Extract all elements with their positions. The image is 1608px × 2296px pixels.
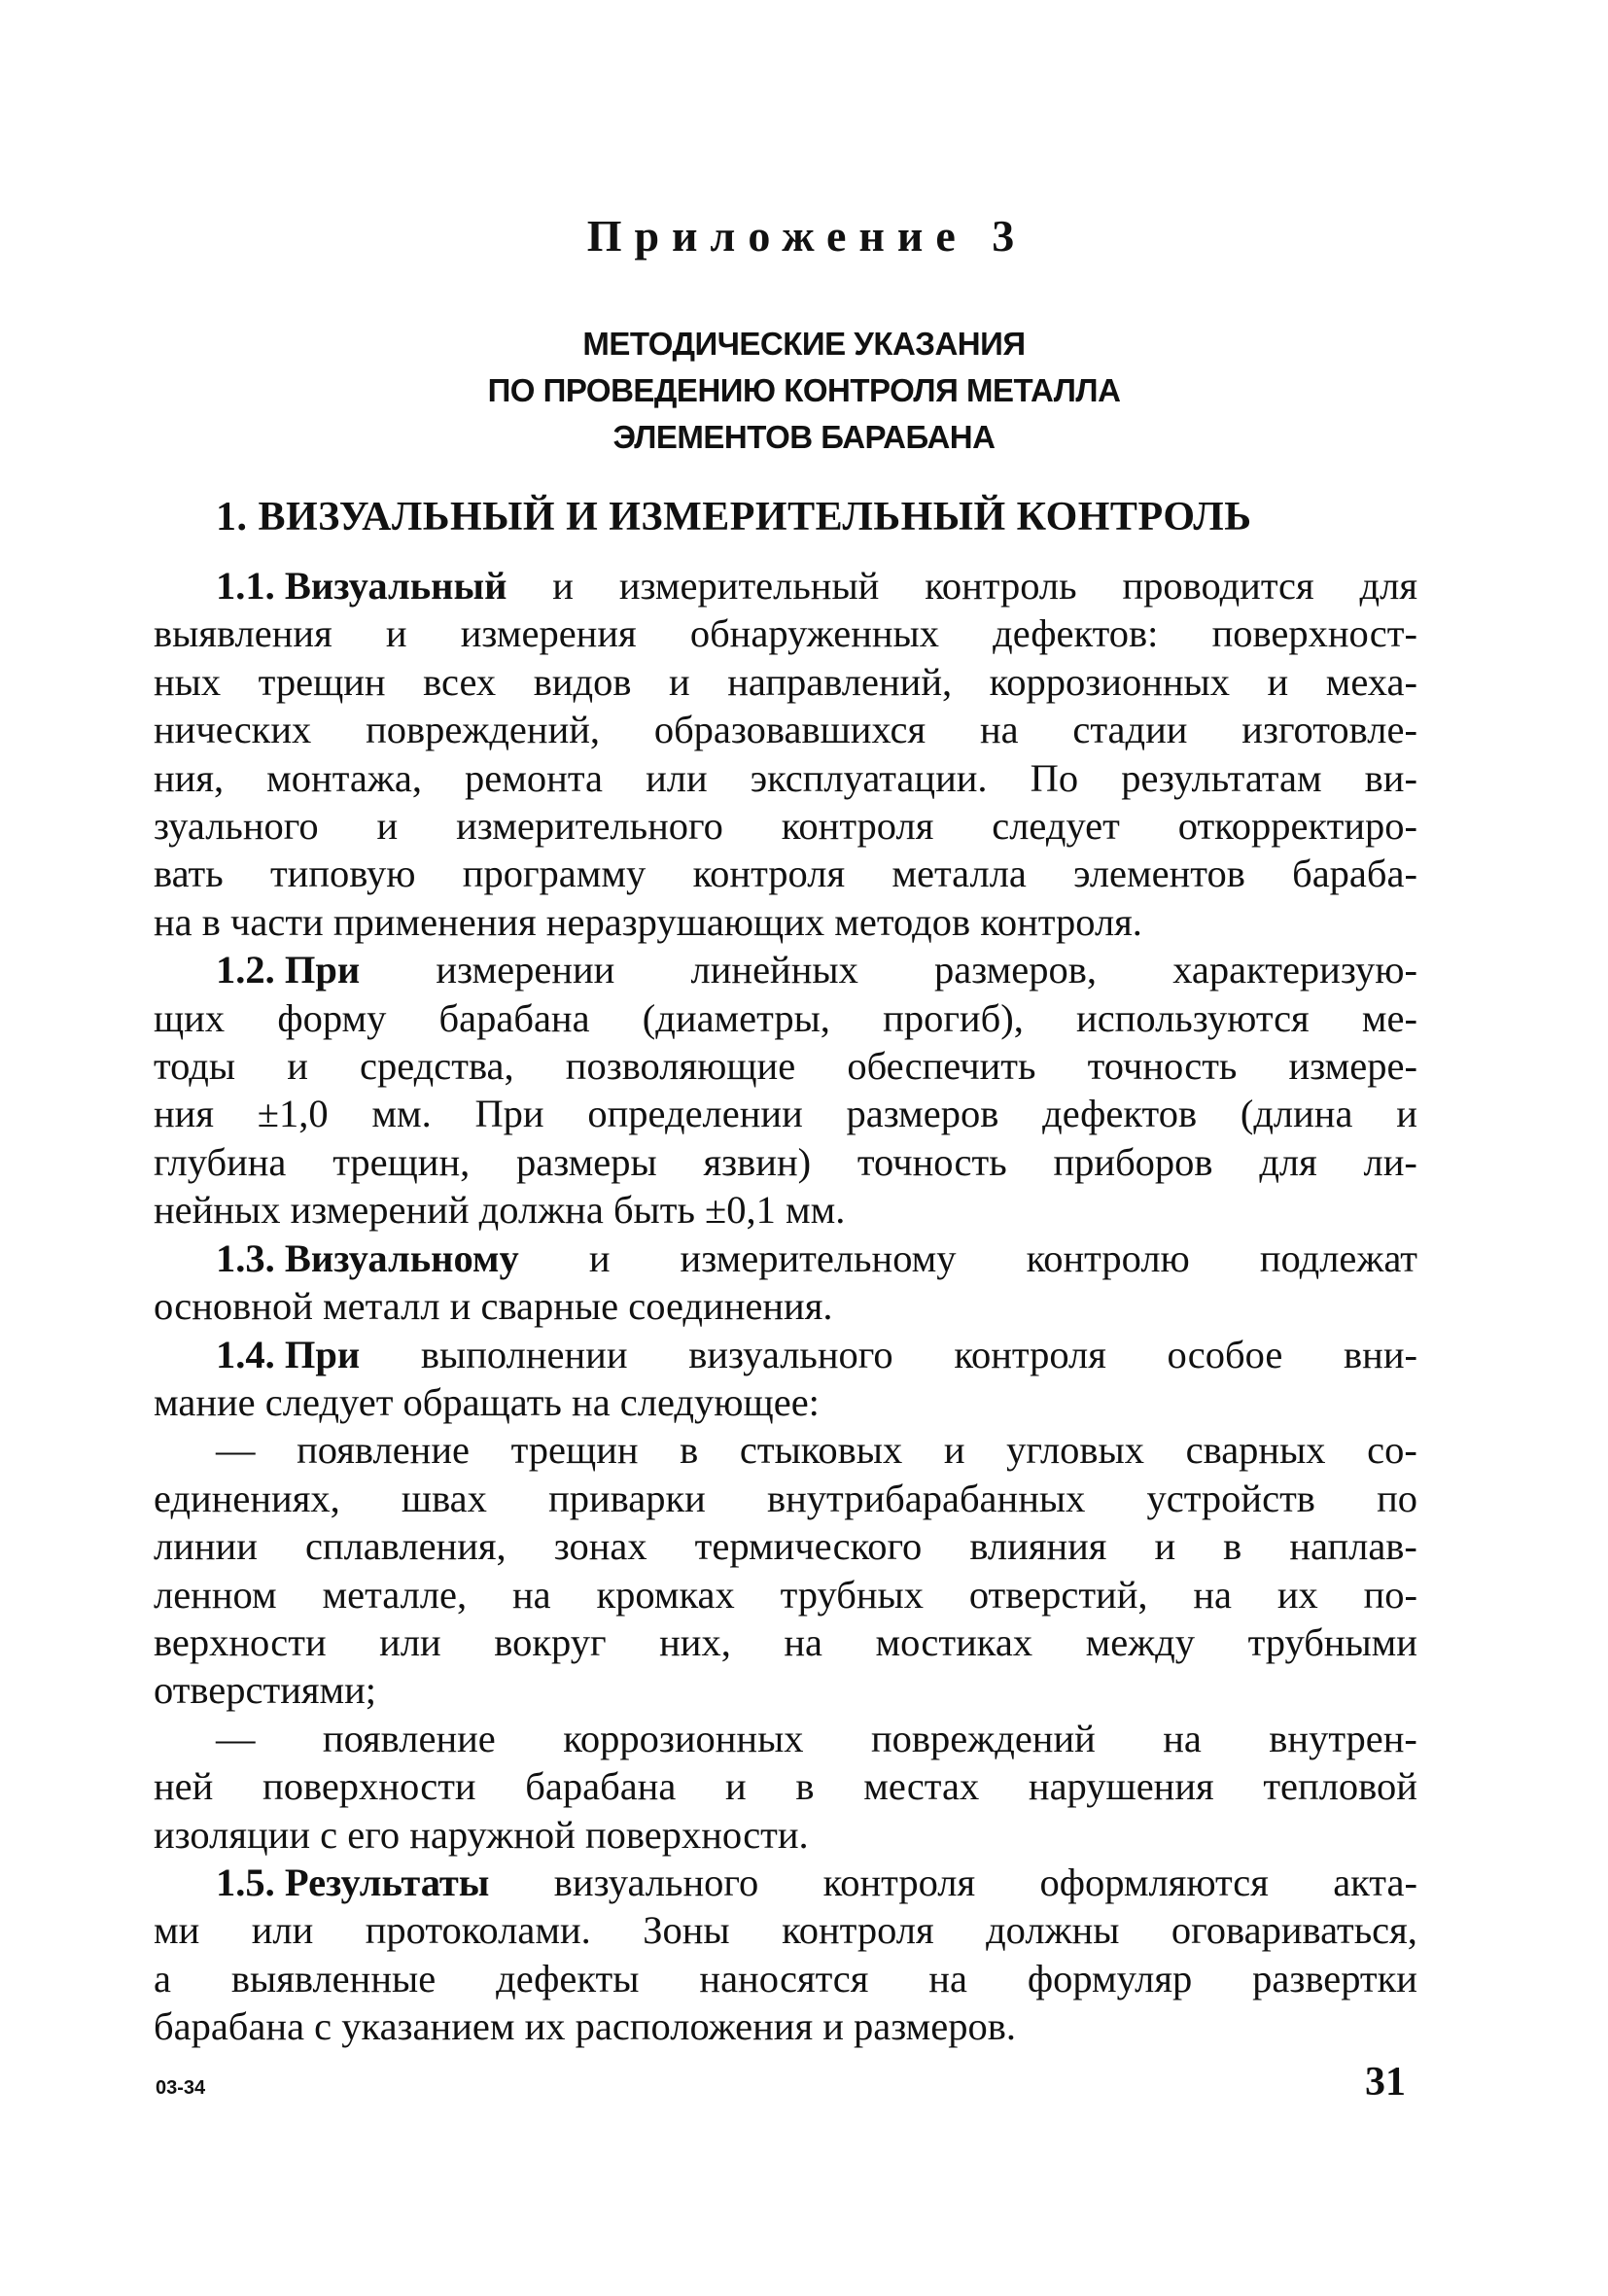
- word: ли-: [1363, 1139, 1417, 1184]
- word: эксплуатации.: [750, 755, 988, 800]
- text-line: [154, 1522, 1417, 1570]
- print-code: 03-34: [156, 2077, 206, 2099]
- word: в: [680, 1428, 699, 1473]
- word: коррозионных: [989, 659, 1231, 704]
- word: зонах: [553, 1524, 647, 1569]
- text-line: нейных измерений должна быть ±0,1 мм.: [154, 1188, 846, 1233]
- word: контроль: [925, 564, 1077, 608]
- word: дефектов: [1042, 1092, 1198, 1136]
- word: контролю: [1026, 1235, 1190, 1280]
- word: контроля: [954, 1332, 1106, 1376]
- word: измерительному: [680, 1235, 957, 1280]
- text-line: [154, 1618, 1417, 1666]
- word: оговариваться,: [1171, 1908, 1417, 1953]
- word: и: [1396, 1092, 1417, 1136]
- word: на: [1163, 1716, 1202, 1760]
- word: особое: [1167, 1332, 1283, 1376]
- word: откорректиро-: [1177, 804, 1417, 849]
- word: и: [376, 804, 399, 849]
- word: проводится: [1122, 564, 1314, 608]
- word: типовую: [269, 852, 416, 896]
- word: подлежат: [1259, 1235, 1417, 1280]
- word: обеспечить: [847, 1044, 1036, 1089]
- word: и: [1154, 1524, 1176, 1569]
- word: ремонта: [465, 755, 603, 800]
- text-line: [154, 1138, 1417, 1186]
- word: барабана: [438, 995, 590, 1040]
- text-line: [154, 1955, 1417, 2002]
- word: тоды: [154, 1044, 236, 1089]
- word: на: [1193, 1572, 1232, 1617]
- word: всех: [423, 659, 497, 704]
- body-text: [154, 562, 1417, 2051]
- word: обнаруженных: [689, 611, 939, 656]
- text-line: [154, 802, 1417, 850]
- word: визуального: [688, 1332, 893, 1376]
- text-line: [154, 994, 1417, 1042]
- paragraph-number: 1.3. Визуальному: [216, 1235, 519, 1280]
- word: измерении: [436, 948, 615, 992]
- paragraph-1-3: [154, 1235, 1417, 1331]
- word: результатам: [1121, 755, 1322, 800]
- word: образовавшихся: [653, 708, 926, 752]
- word: —: [216, 1716, 256, 1760]
- word: трещин: [258, 659, 386, 704]
- word: дефектов:: [993, 611, 1159, 656]
- title-line-3: ЭЛЕМЕНТОВ БАРАБАНА: [612, 419, 996, 455]
- paragraph-number: 1.4. При: [216, 1332, 361, 1376]
- word: видов: [533, 659, 632, 704]
- word: сварных: [1185, 1428, 1326, 1473]
- word: трубными: [1247, 1619, 1417, 1664]
- word: ния: [154, 1092, 214, 1136]
- word: угловых: [1006, 1428, 1145, 1473]
- word: на: [928, 1956, 967, 2000]
- word: отверстий,: [968, 1572, 1148, 1617]
- word: по: [1377, 1476, 1417, 1520]
- word: ния,: [154, 755, 225, 800]
- word: изготовле-: [1241, 708, 1417, 752]
- word: меха-: [1325, 659, 1417, 704]
- word: выполнении: [420, 1332, 628, 1376]
- text-line: основной металл и сварные соединения.: [154, 1284, 833, 1329]
- word: внутрибарабанных: [766, 1476, 1086, 1520]
- word: приварки: [548, 1476, 706, 1520]
- word: наплав-: [1289, 1524, 1417, 1569]
- word: программу: [462, 852, 647, 896]
- word: язвин): [703, 1139, 812, 1184]
- word: контроля: [781, 804, 934, 849]
- word: наносятся: [699, 1956, 869, 2000]
- text-line: изоляции с его наружной поверхности.: [154, 1812, 809, 1857]
- word: щих: [154, 995, 226, 1040]
- word: определении: [587, 1092, 803, 1136]
- word: повреждений,: [366, 708, 601, 752]
- word: и: [1267, 659, 1289, 704]
- word: и: [385, 611, 407, 656]
- text-line: [154, 658, 1417, 706]
- word: глубина: [154, 1139, 287, 1184]
- text-line: [154, 706, 1417, 753]
- text-line: [154, 1331, 1417, 1378]
- word: мостиках: [875, 1619, 1033, 1664]
- word: и: [669, 659, 690, 704]
- text-line: [154, 1762, 1417, 1810]
- title-line-1: МЕТОДИЧЕСКИЕ УКАЗАНИЯ: [582, 326, 1026, 362]
- word: используются: [1076, 995, 1310, 1040]
- list-item-corrosion: [154, 1715, 1417, 1859]
- word: дефекты: [496, 1956, 640, 2000]
- word: поверхности: [262, 1764, 476, 1809]
- word: По: [1030, 755, 1079, 800]
- list-item-cracks: [154, 1426, 1417, 1714]
- appendix-label: Приложение 3: [586, 211, 1028, 261]
- word: Зоны: [643, 1908, 730, 1953]
- word: повреждений: [870, 1716, 1096, 1760]
- word: или: [646, 755, 708, 800]
- text-line: [154, 1571, 1417, 1618]
- word: и: [588, 1235, 611, 1280]
- word: на: [979, 708, 1019, 752]
- word: контроля: [692, 852, 846, 896]
- word: поверхност-: [1211, 611, 1417, 656]
- word: вать: [154, 852, 224, 896]
- word: между: [1085, 1619, 1196, 1664]
- word: формуляр: [1027, 1956, 1193, 2000]
- word: размеры: [516, 1139, 657, 1184]
- word: ±1,0: [257, 1092, 329, 1136]
- word: средства,: [360, 1044, 514, 1089]
- word: точность: [856, 1139, 1007, 1184]
- paragraph-1-4: [154, 1331, 1417, 1427]
- text-line: [154, 946, 1417, 993]
- word: сплавления,: [304, 1524, 507, 1569]
- text-line: [154, 1906, 1417, 1954]
- text-line: [154, 562, 1417, 609]
- word: для: [1259, 1139, 1317, 1184]
- section-heading: 1. ВИЗУАЛЬНЫЙ И ИЗМЕРИТЕЛЬНЫЙ КОНТРОЛЬ: [216, 495, 1252, 539]
- word: (длина: [1240, 1092, 1353, 1136]
- word: элементов: [1073, 852, 1245, 896]
- text-line: [154, 1235, 1417, 1282]
- text-line: [154, 754, 1417, 802]
- word: ми: [154, 1908, 200, 1953]
- word: в: [795, 1764, 815, 1809]
- document-title: [0, 321, 1608, 461]
- word: барабана: [525, 1764, 677, 1809]
- word: кромках: [596, 1572, 735, 1617]
- word: швах: [401, 1476, 487, 1520]
- text-line: [154, 1090, 1417, 1137]
- word: визуального: [553, 1860, 759, 1904]
- word: измере-: [1288, 1044, 1417, 1089]
- word: стыковых: [739, 1428, 903, 1473]
- word: а: [154, 1956, 171, 2000]
- text-line: [154, 609, 1417, 657]
- word: вни-: [1344, 1332, 1417, 1376]
- word: измерительного: [456, 804, 723, 849]
- word: контроля: [782, 1908, 934, 1953]
- word: приборов: [1053, 1139, 1213, 1184]
- text-line: [154, 850, 1417, 897]
- page-number: 31: [1365, 2060, 1406, 2105]
- word: металла: [891, 852, 1027, 896]
- word: в: [1223, 1524, 1242, 1569]
- word: ней: [154, 1764, 214, 1809]
- word: или: [379, 1619, 441, 1664]
- word: них,: [659, 1619, 731, 1664]
- word: металле,: [322, 1572, 468, 1617]
- paragraph-1-1: [154, 562, 1417, 946]
- word: протоколами.: [365, 1908, 591, 1953]
- word: внутрен-: [1269, 1716, 1417, 1760]
- word: появление: [297, 1428, 470, 1473]
- word: бараба-: [1292, 852, 1417, 896]
- word: мм.: [371, 1092, 432, 1136]
- word: оформляются: [1039, 1860, 1269, 1904]
- text-line: [154, 1859, 1417, 1906]
- word: зуального: [154, 804, 319, 849]
- title-line-2: ПО ПРОВЕДЕНИЮ КОНТРОЛЯ МЕТАЛЛА: [487, 372, 1121, 408]
- paragraph-number: 1.5. Результаты: [216, 1860, 490, 1904]
- word: местах: [863, 1764, 980, 1809]
- word: на: [511, 1572, 551, 1617]
- word: нарушения: [1028, 1764, 1214, 1809]
- text-line: на в части применения неразрушающих методов контроля.: [154, 899, 1142, 944]
- word: влияния: [969, 1524, 1107, 1569]
- word: на: [784, 1619, 823, 1664]
- word: ви-: [1364, 755, 1417, 800]
- text-line: [154, 1042, 1417, 1090]
- text-line: мание следует обращать на следующее:: [154, 1379, 820, 1424]
- word: размеров,: [934, 948, 1098, 992]
- word: выявления: [154, 611, 332, 656]
- text-line: [154, 1475, 1417, 1522]
- word: должны: [986, 1908, 1120, 1953]
- word: коррозионных: [563, 1716, 804, 1760]
- word: верхности: [154, 1619, 327, 1664]
- word: характеризую-: [1172, 948, 1417, 992]
- word: следует: [992, 804, 1120, 849]
- word: измерения: [460, 611, 637, 656]
- word: ных: [154, 659, 222, 704]
- word: —: [216, 1428, 256, 1473]
- word: позволяющие: [565, 1044, 796, 1089]
- paragraph-number: 1.1. Визуальный: [216, 564, 507, 608]
- word: направлений,: [727, 659, 953, 704]
- word: появление: [322, 1716, 496, 1760]
- word: точность: [1087, 1044, 1238, 1089]
- word: контроля: [822, 1860, 976, 1904]
- word: прогиб),: [883, 995, 1024, 1040]
- word: вокруг: [494, 1619, 607, 1664]
- word: монтажа,: [266, 755, 422, 800]
- word: их: [1276, 1572, 1318, 1617]
- word: и: [287, 1044, 308, 1089]
- text-line: отверстиями;: [154, 1668, 377, 1713]
- word: выявленные: [230, 1956, 437, 2000]
- word: акта-: [1333, 1860, 1417, 1904]
- word: для: [1359, 564, 1417, 608]
- word: или: [251, 1908, 314, 1953]
- word: термического: [694, 1524, 923, 1569]
- word: (диаметры,: [642, 995, 830, 1040]
- text-line: барабана с указанием их расположения и размеров.: [154, 2004, 1017, 2049]
- word: линейных: [690, 948, 858, 992]
- word: по-: [1363, 1572, 1417, 1617]
- word: тепловой: [1263, 1764, 1417, 1809]
- word: измерительный: [618, 564, 880, 608]
- word: трещин,: [332, 1139, 471, 1184]
- text-line: [154, 1426, 1417, 1474]
- word: размеров: [846, 1092, 999, 1136]
- word: трещин: [510, 1428, 639, 1473]
- word: ме-: [1361, 995, 1417, 1040]
- word: При: [474, 1092, 544, 1136]
- word: устройств: [1146, 1476, 1315, 1520]
- word: развертки: [1252, 1956, 1417, 2000]
- word: линии: [154, 1524, 258, 1569]
- text-line: [154, 1715, 1417, 1762]
- word: форму: [277, 995, 387, 1040]
- word: и: [943, 1428, 965, 1473]
- word: со-: [1367, 1428, 1417, 1473]
- paragraph-1-5: [154, 1859, 1417, 2051]
- word: и: [552, 564, 574, 608]
- word: нических: [154, 708, 312, 752]
- word: ленном: [154, 1572, 277, 1617]
- word: единениях,: [154, 1476, 340, 1520]
- word: стадии: [1072, 708, 1188, 752]
- paragraph-number: 1.2. При: [216, 948, 361, 992]
- word: трубных: [780, 1572, 924, 1617]
- paragraph-1-2: [154, 946, 1417, 1234]
- word: и: [725, 1764, 747, 1809]
